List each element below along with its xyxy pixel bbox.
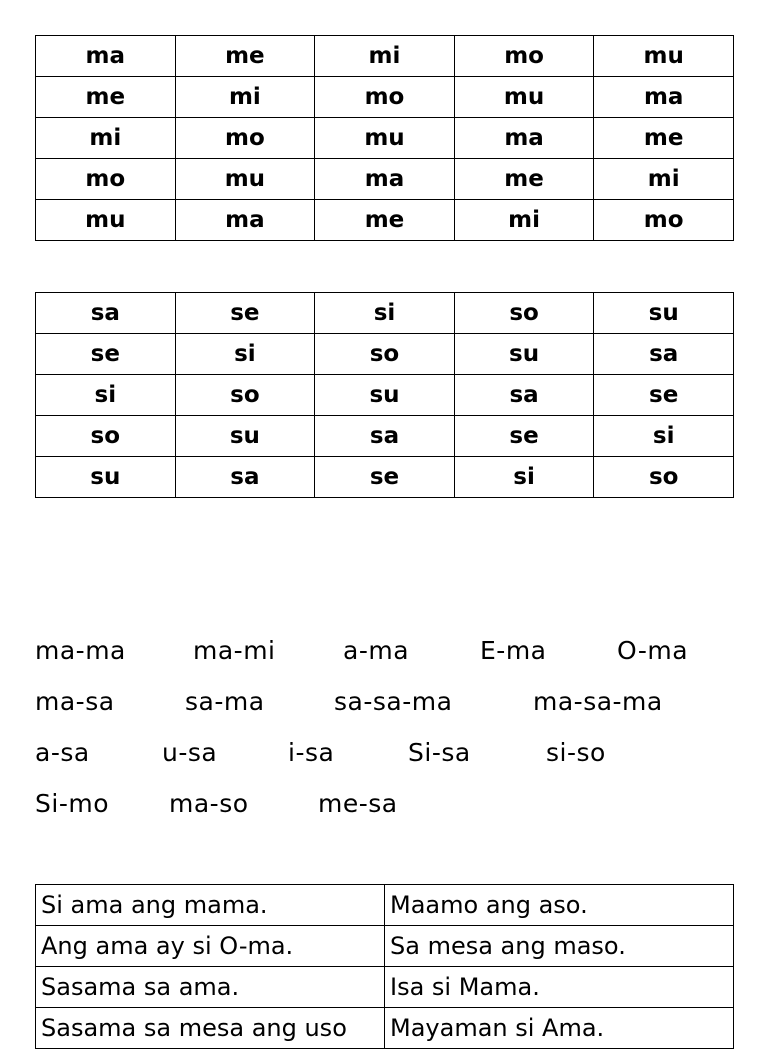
word: Si-mo: [35, 789, 109, 818]
syllable-cell: sa: [175, 457, 315, 498]
syllable-cell: si: [315, 293, 455, 334]
sentence-cell: Isa si Mama.: [385, 967, 734, 1008]
syllable-cell: se: [454, 416, 594, 457]
syllable-cell: mo: [594, 200, 734, 241]
table-row: [36, 293, 734, 334]
sentence-table: [35, 884, 734, 1049]
syllable-table-ma: [35, 35, 734, 241]
syllable-cell: sa: [594, 334, 734, 375]
table-row: [36, 77, 734, 118]
sentence-cell: Mayaman si Ama.: [385, 1008, 734, 1049]
syllable-cell: me: [36, 77, 176, 118]
table-row: [36, 118, 734, 159]
table-row: [36, 885, 734, 926]
syllable-cell: mu: [315, 118, 455, 159]
word: a-ma: [343, 636, 410, 665]
sentence-cell: Sasama sa mesa ang uso: [36, 1008, 385, 1049]
syllable-cell: me: [315, 200, 455, 241]
word: u-sa: [162, 738, 218, 767]
syllable-cell: me: [175, 36, 315, 77]
syllable-cell: ma: [594, 77, 734, 118]
word: sa-ma: [185, 687, 265, 716]
syllable-cell: se: [175, 293, 315, 334]
syllable-cell: mo: [175, 118, 315, 159]
sentence-cell: Sasama sa ama.: [36, 967, 385, 1008]
syllable-cell: se: [594, 375, 734, 416]
table-row: [36, 159, 734, 200]
syllable-cell: mu: [454, 77, 594, 118]
word: E-ma: [480, 636, 547, 665]
word: si-so: [546, 738, 606, 767]
sentence-cell: Maamo ang aso.: [385, 885, 734, 926]
table-row: [36, 926, 734, 967]
word: a-sa: [35, 738, 90, 767]
syllable-cell: si: [36, 375, 176, 416]
word: ma-ma: [35, 636, 126, 665]
table-row: [36, 36, 734, 77]
syllable-cell: sa: [454, 375, 594, 416]
syllable-cell: ma: [36, 36, 176, 77]
syllable-cell: mo: [36, 159, 176, 200]
word-row: [35, 785, 735, 836]
syllable-cell: sa: [315, 416, 455, 457]
word: O-ma: [617, 636, 689, 665]
syllable-cell: so: [454, 293, 594, 334]
syllable-cell: se: [315, 457, 455, 498]
syllable-cell: si: [175, 334, 315, 375]
syllable-cell: su: [315, 375, 455, 416]
word: i-sa: [288, 738, 335, 767]
syllable-cell: se: [36, 334, 176, 375]
table-row: [36, 967, 734, 1008]
syllable-cell: su: [454, 334, 594, 375]
word-row: [35, 734, 735, 785]
syllable-cell: ma: [454, 118, 594, 159]
word: ma-so: [169, 789, 249, 818]
syllable-cell: mi: [36, 118, 176, 159]
syllable-cell: sa: [36, 293, 176, 334]
table-row: [36, 375, 734, 416]
syllable-cell: mu: [175, 159, 315, 200]
syllable-cell: mi: [315, 36, 455, 77]
word: ma-mi: [193, 636, 276, 665]
syllable-cell: su: [175, 416, 315, 457]
table-row: [36, 200, 734, 241]
table-row: [36, 334, 734, 375]
word-list: [35, 632, 735, 836]
table-row: [36, 1008, 734, 1049]
word: ma-sa: [35, 687, 115, 716]
syllable-cell: mo: [315, 77, 455, 118]
word-row: [35, 632, 735, 683]
word: me-sa: [318, 789, 398, 818]
syllable-cell: mi: [175, 77, 315, 118]
syllable-cell: mi: [454, 200, 594, 241]
syllable-cell: si: [454, 457, 594, 498]
syllable-cell: so: [175, 375, 315, 416]
syllable-cell: mi: [594, 159, 734, 200]
word: ma-sa-ma: [533, 687, 663, 716]
sentence-cell: Sa mesa ang maso.: [385, 926, 734, 967]
syllable-cell: si: [594, 416, 734, 457]
syllable-cell: mu: [594, 36, 734, 77]
syllable-cell: so: [36, 416, 176, 457]
syllable-cell: su: [594, 293, 734, 334]
syllable-cell: mu: [36, 200, 176, 241]
sentence-cell: Si ama ang mama.: [36, 885, 385, 926]
syllable-cell: so: [594, 457, 734, 498]
syllable-cell: ma: [315, 159, 455, 200]
syllable-cell: su: [36, 457, 176, 498]
word: sa-sa-ma: [334, 687, 453, 716]
syllable-cell: mo: [454, 36, 594, 77]
syllable-cell: me: [594, 118, 734, 159]
word-row: [35, 683, 735, 734]
syllable-table-sa: [35, 292, 734, 498]
table-row: [36, 457, 734, 498]
syllable-cell: ma: [175, 200, 315, 241]
word: Si-sa: [408, 738, 471, 767]
syllable-cell: so: [315, 334, 455, 375]
sentence-cell: Ang ama ay si O-ma.: [36, 926, 385, 967]
syllable-cell: me: [454, 159, 594, 200]
table-row: [36, 416, 734, 457]
